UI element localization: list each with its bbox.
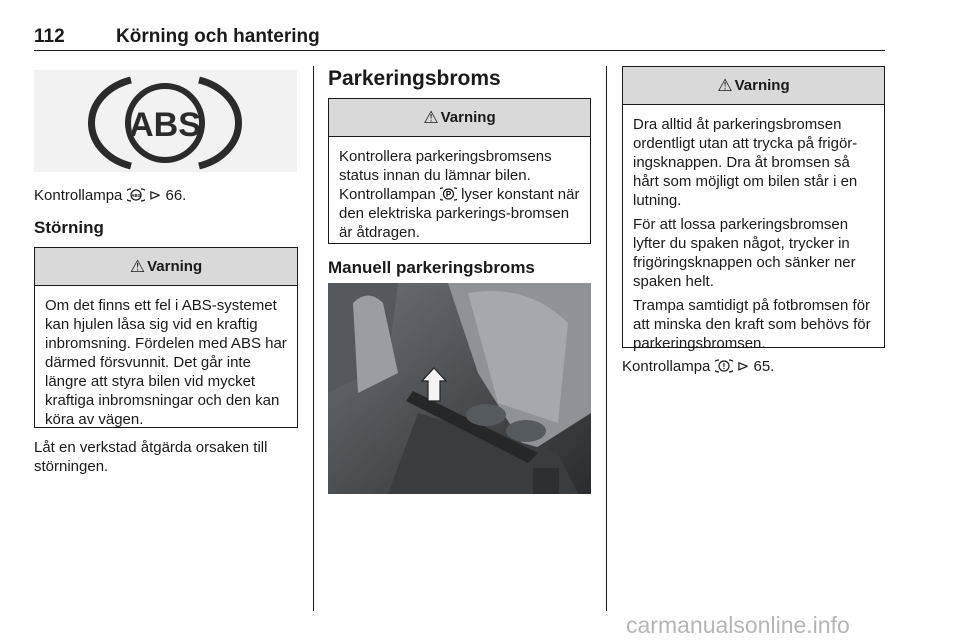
warning-header: ⚠ Varning: [35, 248, 297, 286]
svg-text:ABS: ABS: [129, 106, 201, 144]
warning-paragraph: Trampa samtidigt på fotbromsen för att minska den kraft som behövs för parkeringsbromsen.: [633, 297, 871, 352]
column-divider: [606, 66, 607, 611]
subheading-manual-parking-brake: Manuell parkeringsbroms: [328, 258, 535, 277]
svg-text:P: P: [445, 190, 452, 199]
parking-brake-illustration: [328, 283, 591, 494]
page-title: Körning och hantering: [116, 26, 320, 47]
warning-triangle-icon: ⚠: [717, 75, 733, 95]
warning-header: ⚠ Varning: [329, 99, 590, 137]
abs-small-icon: [127, 187, 145, 203]
page-reference-link[interactable]: 66.: [165, 187, 187, 204]
warning-header: ⚠ Varning: [623, 67, 884, 105]
closing-paragraph: Låt en verkstad åtgärda orsaken till störningen.: [34, 439, 268, 475]
page-header: [34, 16, 885, 51]
warning-triangle-icon: ⚠: [129, 256, 146, 276]
abs-lamp-icon: [34, 70, 297, 172]
parking-brake-lamp-icon: [440, 186, 457, 202]
warning-triangle-icon: ⚠: [423, 107, 439, 127]
watermark: carmanualsonline.info: [626, 612, 850, 638]
warning-box-parking-brake-operation: [622, 66, 885, 352]
warning-text: [623, 105, 884, 361]
brake-lamp-reference: Kontrollampa ! ⊳ 65.: [622, 358, 775, 375]
warning-box-abs: [34, 247, 298, 428]
section-heading-storning: Störning: [34, 218, 104, 237]
warning-box-parking: [328, 98, 591, 244]
abs-warning-lamp-figure: [34, 70, 297, 172]
warning-paragraph: För att lossa parkeringsbromsen lyfter du spaken något, trycker in frigöringsknappen och sänker ner spaken helt.: [633, 216, 856, 290]
page-reference-arrow-icon: ⊳: [148, 187, 162, 204]
section-heading-parkeringsbroms: Parkeringsbroms: [328, 67, 501, 90]
page-reference-arrow-icon: ⊳: [736, 358, 750, 375]
warning-text: Kontrollera parkeringsbromsens status innan du lämnar bilen. Kontrollampan P lyser konstant när den elektriska parkerings-bromsen är åtdragen.: [339, 148, 580, 241]
page-number: 112: [34, 26, 65, 47]
svg-text:ABS: ABS: [130, 193, 141, 198]
warning-text: Om det finns ett fel i ABS-systemet kan hjulen låsa sig vid en kraftig inbromsning. Fördelen med ABS har därmed försvunnit. Det går inte längre att styra bilen vid mycket kraftiga inbromsningar och den kan köra av vägen.: [45, 297, 287, 428]
brake-warning-lamp-icon: [715, 358, 733, 374]
column-divider: [313, 66, 314, 611]
page-reference-link[interactable]: 65.: [753, 358, 775, 375]
abs-lamp-reference: Kontrollampa ABS ⊳ 66.: [34, 187, 187, 204]
handbrake-photo: [328, 283, 591, 494]
svg-text:!: !: [722, 362, 725, 371]
warning-paragraph: Dra alltid åt parkeringsbromsen ordentligt utan att trycka på frigör-ingsknappen. Dra åt bromsen så hårt som möjligt om bilen står i en lutning.: [633, 116, 858, 209]
